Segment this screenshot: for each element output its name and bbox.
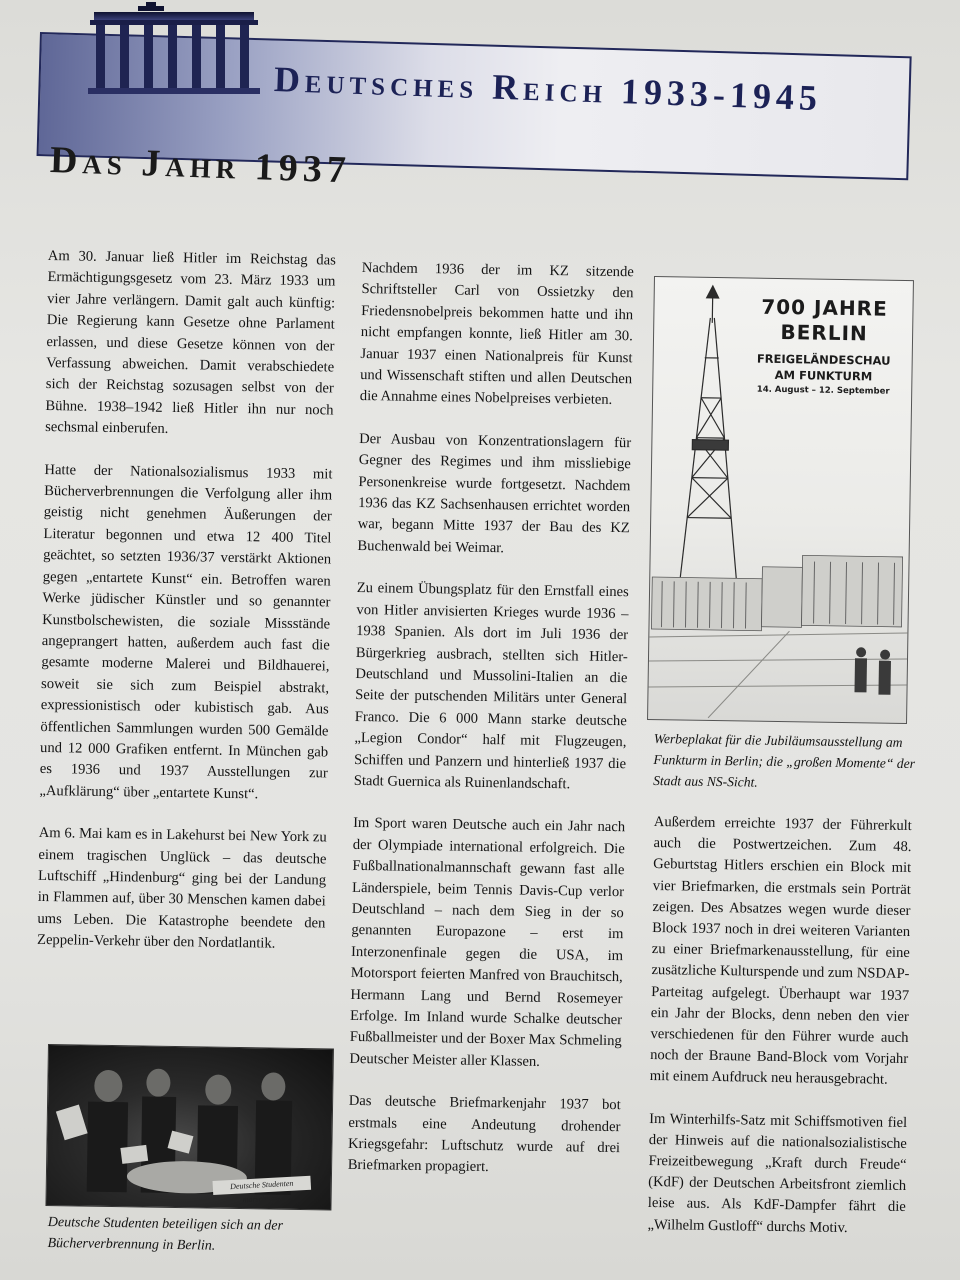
book-burning-photo (45, 1044, 334, 1210)
poster-subtitle-line: AM FUNKTURM (774, 367, 873, 384)
text-column-3 (647, 812, 912, 1261)
brandenburg-gate-icon (86, 0, 262, 96)
paragraph: Der Ausbau von Konzentrationslagern für Gegner des Regimes und ihm missliebige Personenkreise wurde fortgesetzt. Nachdem 1936 das KZ Sachsenhausen errichtet worden war, begann Mitte 1937 der Bau des KZ Buchenwald bei Weimar. (357, 430, 632, 557)
page-title: Das Jahr 1937 (49, 139, 352, 192)
paragraph: Das deutsche Briefmarkenjahr 1937 bot erstmals eine Andeutung drohender Kriegsgefahr: Luftschutz wurde auf drei Briefmarken propagiert. (347, 1093, 621, 1176)
paragraph: Hatte der Nationalsozialismus 1933 mit Bücherverbrennungen die Verfolgung aller ihm geistig nicht genehmen Äußerungen der Literatur begonnen und etwa 12 400 Titel geächtet, so setzten 1936/37 verstärkt Aktionen gegen „entartete Kunst“ ein. Betroffen waren Werke jüdischer Künstler und so genannter Kunstbolschewisten, die soziale Missstände angeprangert hatten, außerdem auch fast die gesamte moderne Malerei und Bildhauerei, soweit sie sich zum Beispiel abstrakt, expressionistisch oder kubistisch gab. Aus öffentlichen Sammlungen wurden 500 Gemälde und 12 000 Grafiken entfernt. In München gab es 1936 und 1937 Ausstellungen zur „Aufklärung“ über „entartete Kunst“. (39, 461, 333, 803)
paragraph: Zu einem Übungsplatz für den Ernstfall eines von Hitler anvisierten Krieges wurde 1936 – 1938 Spanien. Als dort im Juli 1936 der Bürgerkrieg ausbrach, stellten sich Hitler-Deutschland und Mussolini-Italien an die Seite der putschenden Militärs unter General Franco. Die 6 000 Mann starke deutsche „Legion Condor“ half mit Flugzeugen, Schiffen und Panzern und hinterließ 1937 die Stadt Guernica als Ruinenlandschaft. (353, 580, 629, 793)
text-column-1 (37, 246, 336, 977)
poster-caption: Werbeplakat für die Jubiläumsausstellung am Funkturm in Berlin; die „großen Momente“ der Stadt aus NS-Sicht. (653, 730, 916, 790)
photo-caption: Deutsche Studenten beteiligen sich an der Bücherverbrennung in Berlin. (47, 1214, 284, 1254)
paragraph: Im Winterhilfs-Satz mit Schiffsmotiven fiel der Hinweis auf die nationalsozialistische Freizeitbewegung „Kraft durch Freude“ (KdF) der Deutschen Arbeitsfront ziemlich leise aus. Als KdF-Dampfer fährt die „Wilhelm Gustloff“ durchs Motiv. (647, 1110, 908, 1236)
poster-title-line: BERLIN (780, 319, 868, 346)
berlin-700-poster (647, 276, 914, 724)
header-title: Deutsches Reich 1933-1945 (273, 59, 823, 119)
poster-text (743, 294, 905, 399)
paragraph: Nachdem 1936 der im KZ sitzende Schriftsteller Carl von Ossietzky den Friedensnobelpreis bekommen hatte und ihn nicht empfangen konnte, ließ Hitler am 30. Januar 1937 einen Nationalpreis für Kunst und Wissenschaft stiften und allen Deutschen die Annahme eines Nobelpreises verbieten. (359, 259, 634, 409)
paragraph: Im Sport waren Deutsche auch ein Jahr nach der Olympiade international erfolgreich. Die Fußballnationalmannschaft gewann fast alle Länderspiele, beim Tennis Davis-Cup verlor Deutschland – nach dem Sieg in der so genannten Europazone – erst im Interzonenfinale gegen die USA, im Motorsport feierten Manfred von Brauchitsch, Hermann Lang und Bernd Rosemeyer Erfolge. Im Inland wurde Schalke deutscher Fußballmeister und der Boxer Max Schmeling Deutscher Meister aller Klassen. (349, 815, 626, 1070)
poster-subtitle-line: FREIGELÄNDESCHAU (756, 351, 891, 368)
photo-banner: Deutsche Studenten marschieren (212, 1176, 311, 1195)
paragraph: Außerdem erreichte 1937 der Führerkult auch die Postwertzeichen. Zum 48. Geburtstag Hitlers erschien ein Block mit vier Briefmarken, die erstmals sein Porträt zeigen. Des Absatzes wegen wurde dieser Block 1937 noch in drei weiteren Varianten zu einer Briefmarkenausstellung, für eine zusätzliche Kulturspende und zum NSDAP-Parteitag aufgelegt. Überhaupt war 1937 ein Jahr der Blocks, denn neben den vier verschiedenen für den Führer wurde auch noch der Braune Band-Block vom Vorjahr mit einem Aufdruck neu herausgebracht. (649, 813, 912, 1089)
poster-dates: 14. August – 12. September (756, 384, 890, 397)
paragraph: Am 30. Januar ließ Hitler im Reichstag das Ermächtigungsgesetz vom 23. März 1933 um vier Jahre verlängern. Damit galt auch künftig: Die Regierung kann Gesetze ohne Parlament erlassen, und diese Gesetze können von der Verfassung abweichen. Damit verabschiedete sich der Reichstag sozusagen selbst von der Bühne. 1938–1942 ließ Hitler ihn nur noch sechsmal einberufen. (45, 247, 336, 438)
poster-title-line: 700 JAHRE (761, 294, 888, 321)
paragraph: Am 6. Mai kam es in Lakehurst bei New York zu einem tragischen Unglück – das deutsche Luftschiff „Hindenburg“ ging bei der Landung in Flammen auf, über 30 Menschen kamen dabei ums Leben. Die Katastrophe beendete den Zeppelin-Verkehr über den Nordatlantik. (36, 825, 327, 952)
text-column-2 (347, 258, 634, 1202)
